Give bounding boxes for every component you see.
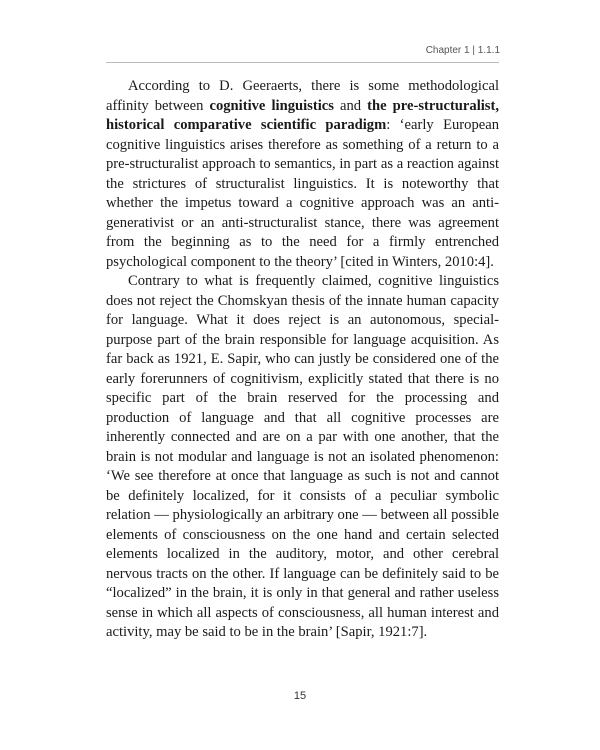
paragraph-1-text: : ‘early European cognitive linguistics arises therefore as something of a return to a pre-structuralist approach to semantics, in part as a reaction against the strictures of structuralist linguistics. It is noteworthy that whether the impetus toward a cognitive approach was an anti-generativist or an anti-structuralist stance, there was agreement from the beginning as to the need for a firmly entrenched psychological component to the theory’ [cited in Winters, 2010:4].: [106, 117, 500, 270]
paragraph-1: [106, 77, 499, 272]
body-text: [106, 77, 499, 643]
term-cognitive-linguistics: cognitive linguistics: [209, 97, 334, 114]
running-head: Chapter 1 | 1.1.1: [425, 45, 500, 56]
header-divider: [106, 62, 499, 63]
paragraph-1-text: and: [333, 97, 368, 114]
paragraph-1-text: According to D. Geeraerts, there is some methodological affinity between: [106, 78, 499, 114]
paragraph-2: Contrary to what is frequently claimed, cognitive linguistics does not reject the Chomskyan thesis of the innate human capacity for language. What it does reject is an autonomous, special-purpose part of the brain responsible for language acquisition. As far back as 1921, E. Sapir, who can justly be considered one of the early forerunners of cognitivism, explicitly stated that there is no specific part of the brain reserved for the processing and production of language and that all cognitive processes are inherently connected and are on a par with one another, that the brain is not modular and language is not an isolated phenomenon: ‘We see therefore at once that language as such is not and cannot be definitely localized, for it consists of a peculiar symbolic relation — physiologically an arbitrary one — between all possible elements of consciousness on the one hand and certain selected elements localized in the auditory, motor, and other cerebral nervous tracts on the other. If language can be definitely said to be “localized” in the brain, it is only in that general and rather useless sense in which all aspects of consciousness, all human interest and activity, may be said to be in the brain’ [Sapir, 1921:7].: [106, 273, 499, 640]
term-pre-structuralist-paradigm: the pre-structuralist, historical comparative scientific paradigm: [106, 97, 499, 133]
page-number: 15: [293, 690, 307, 702]
